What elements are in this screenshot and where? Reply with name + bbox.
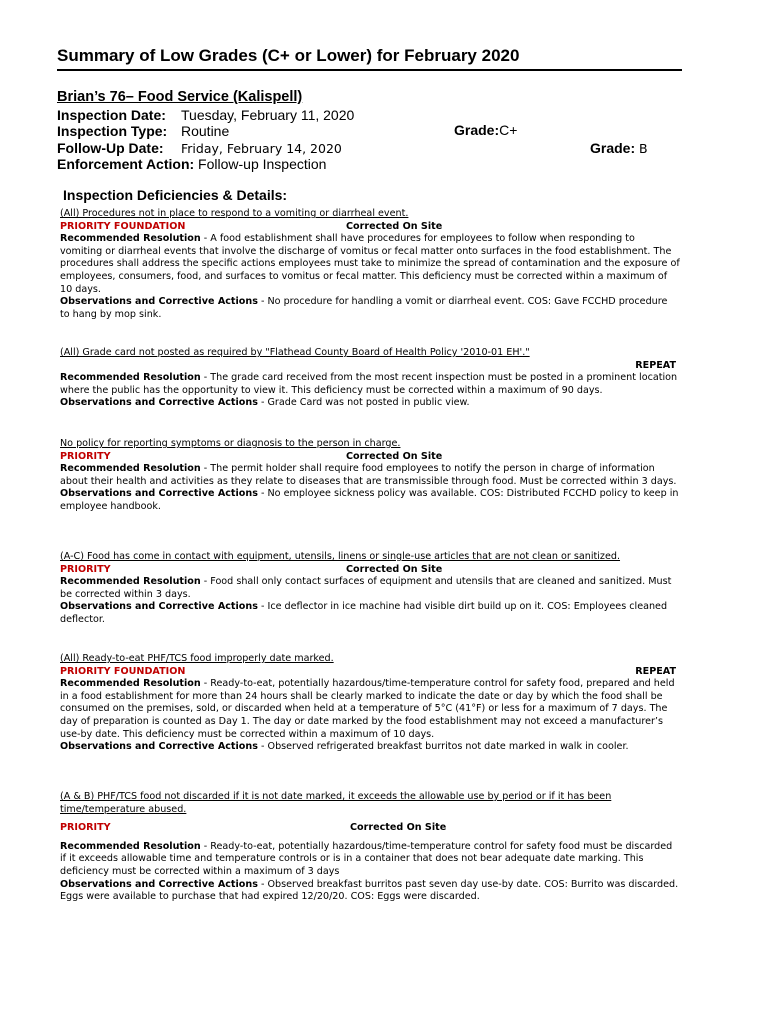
- observations-label: Observations and Corrective Actions: [60, 397, 258, 409]
- inspection-date-label: Inspection Date:: [57, 107, 166, 123]
- violation-item: [60, 438, 680, 514]
- recommended-resolution: [60, 463, 680, 488]
- observations-text: - No procedure for handling a vomit or diarrheal event. COS: Gave FCCHD procedure to hang by mop sink.: [60, 296, 668, 320]
- violation-item: [60, 347, 680, 410]
- followup-grade: [590, 140, 648, 156]
- corrected-status: Corrected On Site: [346, 563, 443, 575]
- violation-flags: [60, 221, 680, 234]
- observations: [60, 879, 680, 904]
- violation-title: (All) Grade card not posted as required by "Flathead County Board of Health Policy '2010-01 EH'.": [60, 347, 530, 358]
- recommended-resolution: [60, 576, 680, 601]
- priority-label: PRIORITY: [60, 822, 111, 834]
- enforcement-value: Follow-up Inspection: [198, 156, 327, 172]
- recommended-resolution: [60, 233, 680, 296]
- followup-date-value: Friday, February 14, 2020: [181, 141, 342, 156]
- observations: [60, 601, 680, 626]
- repeat-label: REPEAT: [635, 359, 676, 371]
- establishment-name: Brian’s 76– Food Service (Kalispell): [57, 89, 303, 105]
- inspection-grade: [454, 122, 517, 138]
- violation-item: [60, 551, 680, 627]
- recommended-resolution-label: Recommended Resolution: [60, 372, 201, 384]
- enforcement-label: Enforcement Action:: [57, 156, 195, 172]
- observations-label: Observations and Corrective Actions: [60, 296, 258, 308]
- recommended-resolution: [60, 372, 680, 397]
- recommended-resolution-label: Recommended Resolution: [60, 840, 201, 852]
- corrected-status: Corrected On Site: [346, 220, 443, 232]
- priority-label: PRIORITY: [60, 563, 111, 575]
- followup-grade-value: B: [639, 141, 648, 156]
- observations: [60, 296, 680, 321]
- observations: [60, 488, 680, 513]
- violation-title: (All) Procedures not in place to respond to a vomiting or diarrheal event.: [60, 208, 409, 219]
- inspection-date-value: Tuesday, February 11, 2020: [181, 107, 355, 123]
- observations: [60, 741, 680, 754]
- title-divider: [57, 69, 682, 71]
- recommended-resolution-text: - Food shall only contact surfaces of equipment and utensils that are cleaned and sanitized. Must be corrected within 3 days.: [60, 576, 672, 600]
- violation-flags: [60, 360, 680, 373]
- observations-text: - Grade Card was not posted in public view.: [257, 397, 470, 409]
- observations-label: Observations and Corrective Actions: [60, 601, 258, 613]
- inspection-type-value: Routine: [181, 123, 230, 139]
- violation-title: No policy for reporting symptoms or diagnosis to the person in charge.: [60, 438, 401, 449]
- recommended-resolution-text: - The permit holder shall require food employees to notify the person in charge of information about their health and activities as they relate to diseases that are transmissible through food. Must be corrected within 3 days.: [60, 463, 677, 487]
- corrected-status: Corrected On Site: [350, 822, 447, 834]
- observations-text: - Ice deflector in ice machine had visible dirt build up on it. COS: Employees cleaned deflector.: [60, 601, 668, 625]
- recommended-resolution: [60, 678, 680, 741]
- inspection-date-row: [57, 107, 354, 123]
- violation-flags: [60, 564, 680, 577]
- recommended-resolution-label: Recommended Resolution: [60, 233, 201, 245]
- violation-title: (A-C) Food has come in contact with equipment, utensils, linens or single-use articles that are not clean or sanitized.: [60, 551, 621, 562]
- observations: [60, 397, 680, 410]
- inspection-type-row: [57, 123, 229, 139]
- violation-flags: [60, 666, 680, 679]
- recommended-resolution-text: - A food establishment shall have procedures for employees to follow when responding to vomiting or diarrheal events that involve the discharge of vomitus or fecal matter onto surfaces in the food establishment. The procedures shall address the specific actions employees must take to minimize the spread of contamination and the exposure of employees, consumers, food, and surfaces to vomitus or fecal matter. This deficiency must be corrected within a maximum of 10 days.: [60, 233, 680, 295]
- recommended-resolution-label: Recommended Resolution: [60, 576, 201, 588]
- observations-label: Observations and Corrective Actions: [60, 878, 258, 890]
- observations-label: Observations and Corrective Actions: [60, 488, 258, 500]
- observations-text: - Observed breakfast burritos past seven day use-by date. COS: Burrito was discarded. Eggs were available to purchase that had expired 12/20/20. COS: Eggs were discarded.: [60, 878, 679, 903]
- inspection-type-label: Inspection Type:: [57, 123, 168, 139]
- recommended-resolution: [60, 841, 680, 879]
- repeat-label: REPEAT: [635, 665, 676, 677]
- violation-flags: [60, 451, 680, 464]
- corrected-status: Corrected On Site: [346, 450, 443, 462]
- violation-title: (A & B) PHF/TCS food not discarded if it is not date marked, it exceeds the allowable use by period or if it has been time/temperature abused.: [60, 791, 612, 815]
- followup-date-row: [57, 140, 342, 156]
- grade-value: C+: [499, 122, 518, 138]
- violation-item: [60, 208, 680, 321]
- violation-title: (All) Ready-to-eat PHF/TCS food improperly date marked.: [60, 653, 334, 664]
- followup-date-label: Follow-Up Date:: [57, 140, 164, 156]
- violation-item: [60, 791, 680, 904]
- enforcement-row: [57, 156, 326, 172]
- followup-grade-label: Grade:: [590, 140, 636, 156]
- deficiencies-heading: Inspection Deficiencies & Details:: [63, 187, 288, 203]
- recommended-resolution-label: Recommended Resolution: [60, 678, 201, 690]
- recommended-resolution-text: - Ready-to-eat, potentially hazardous/time-temperature control for safety food must be discarded if it exceeds allowable time and temperature controls or is in a container that does not bear adequate date marking. This deficiency must be corrected within a maximum of 3 days: [60, 840, 673, 877]
- report-title: Summary of Low Grades (C+ or Lower) for February 2020: [57, 46, 520, 65]
- recommended-resolution-text: - The grade card received from the most recent inspection must be posted in a prominent location where the public has the opportunity to view it. This deficiency must be corrected within a maximum of 90 days.: [60, 372, 678, 396]
- priority-label: PRIORITY FOUNDATION: [60, 220, 186, 232]
- grade-label: Grade:: [454, 122, 500, 138]
- violation-flags: [60, 822, 680, 835]
- priority-label: PRIORITY: [60, 450, 111, 462]
- priority-label: PRIORITY FOUNDATION: [60, 665, 186, 677]
- violation-item: [60, 653, 680, 754]
- observations-text: - No employee sickness policy was available. COS: Distributed FCCHD policy to keep in employee handbook.: [60, 488, 679, 512]
- observations-text: - Observed refrigerated breakfast burritos not date marked in walk in cooler.: [261, 741, 629, 753]
- observations-label: Observations and Corrective Actions: [60, 741, 258, 753]
- recommended-resolution-label: Recommended Resolution: [60, 463, 201, 475]
- recommended-resolution-text: - Ready-to-eat, potentially hazardous/time-temperature control for safety food, prepared and held in a food establishment for more than 24 hours shall be clearly marked to indicate the date or day by which the food shall be consumed on the premises, sold, or discarded when held at a temperature of 5°C (41°F) or less for a maximum of 7 days. The day of preparation is counted as Day 1. The day or date marked by the food establishment may not exceed a manufacturer’s use-by date. This deficiency must be corrected within a maximum of 10 days.: [60, 678, 675, 740]
